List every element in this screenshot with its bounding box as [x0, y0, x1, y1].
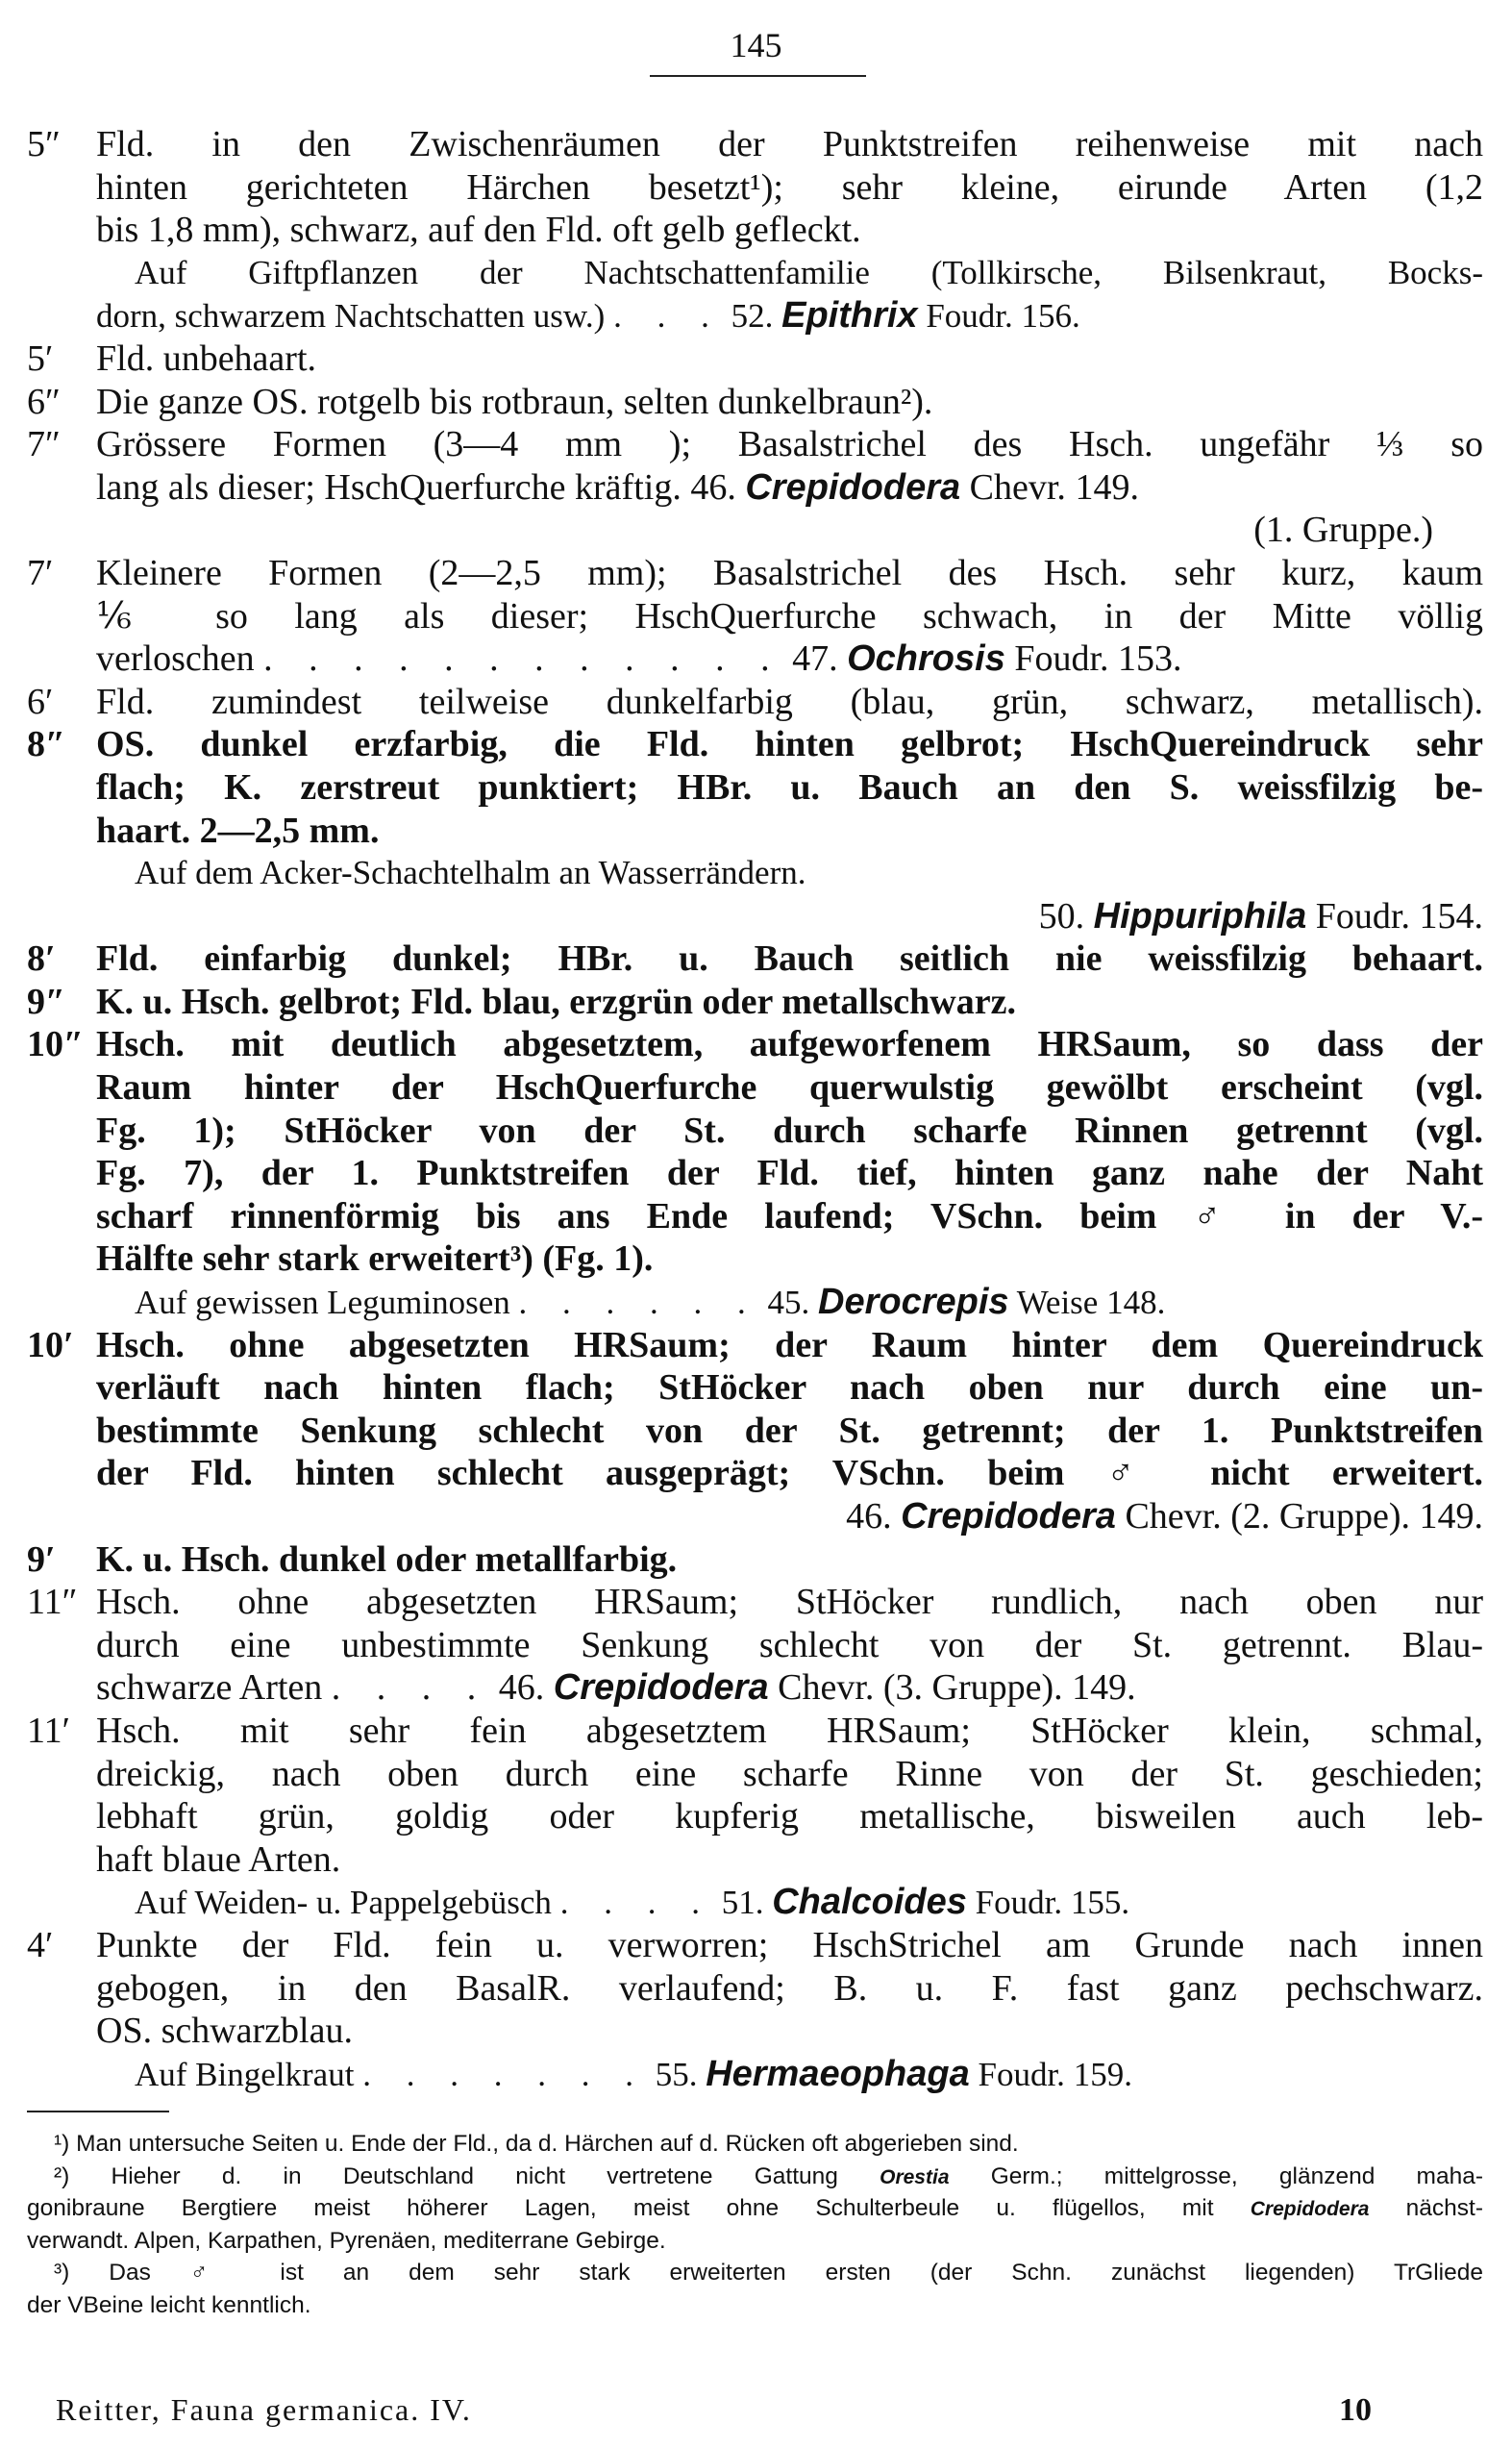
key-line: bis 1,8 mm), schwarz, auf den Fld. oft gelb gefleckt. [96, 210, 861, 251]
footnote-line: verwandt. Alpen, Karpathen, Pyrenäen, mediterrane Gebirge. [27, 2227, 666, 2254]
genus-name: Ochrosis [847, 638, 1005, 680]
genus-name: Chalcoides [772, 1882, 967, 1923]
key-line: 9″ K. u. Hsch. gelbrot; Fld. blau, erzgrün oder metallschwarz. [27, 981, 1016, 1022]
host-line: Auf gewissen Leguminosen . . . . . . 45. Derocrepis Weise 148. [135, 1282, 1166, 1323]
genus-name: Epithrix [781, 295, 918, 337]
key-line: 4′ Punkte der Fld. fein u. verworren; HschStrichel am Grunde nach innen [27, 1924, 1483, 1965]
page-footer [27, 2392, 1483, 2431]
host-line: Auf dem Acker-Schachtelhalm an Wasserrändern. [135, 854, 806, 892]
key-line: 7′ Kleinere Formen (2—2,5 mm); Basalstrichel des Hsch. sehr kurz, kaum [27, 552, 1483, 593]
footnote-line: ³) Das ♂ ist an dem sehr stark erweiterten ersten (der Schn. zunächst liegenden) TrGliede [54, 2260, 1483, 2286]
genus-name: Crepidodera [745, 466, 961, 508]
genus-name: Hippuriphila [1093, 895, 1307, 937]
footnote-line: ²) Hieher d. in Deutschland nicht vertretene Gattung Orestia Germ.; mittelgrosse, glänzend maha- [54, 2162, 1483, 2189]
key-line: bestimmte Senkung schlecht von der St. getrennt; der 1. Punktstreifen [96, 1410, 1483, 1451]
key-line: lang als dieser; HschQuerfurche kräftig. 46. Crepidodera Chevr. 149. [96, 466, 1139, 508]
key-line: (1. Gruppe.) [1253, 510, 1433, 551]
key-line: 10′ Hsch. ohne abgesetzten HRSaum; der Raum hinter dem Quereindruck [27, 1324, 1483, 1365]
footnotes [27, 2128, 1483, 2321]
key-line: dreickig, nach oben durch eine scharfe Rinne von der St. geschieden; [96, 1753, 1483, 1794]
key-line: 6″ Die ganze OS. rotgelb bis rotbraun, selten dunkelbraun²). [27, 381, 933, 422]
host-line: Auf Weiden- u. Pappelgebüsch . . . . 51. Chalcoides Foudr. 155. [135, 1882, 1130, 1923]
key-line: lebhaft grün, goldig oder kupferig metallische, bisweilen auch leb- [96, 1796, 1483, 1837]
key-line: verläuft nach hinten flach; StHöcker nach oben nur durch eine un- [96, 1367, 1483, 1409]
key-line: OS. schwarzblau. [96, 2011, 353, 2052]
footnote-line: gonibraune Bergtiere meist höherer Lagen, meist ohne Schulterbeule u. flügellos, mit Crepidodera nächst- [27, 2195, 1483, 2221]
key-line: 10″ Hsch. mit deutlich abgesetztem, aufgeworfenem HRSaum, so dass der [27, 1024, 1483, 1065]
key-line: haft blaue Arten. [96, 1838, 341, 1880]
key-line: 5′ Fld. unbehaart. [27, 337, 317, 379]
host-line: dorn, schwarzem Nachtschatten usw.) . . . 52. Epithrix Foudr. 156. [96, 295, 1080, 337]
key-line: 6′ Fld. zumindest teilweise dunkelfarbig (blau, grün, schwarz, metallisch). [27, 681, 1483, 722]
key-line: Hälfte sehr stark erweitert³) (Fg. 1). [96, 1238, 654, 1280]
key-line: 50. Hippuriphila Foudr. 154. [1038, 895, 1483, 937]
footer-citation: Reitter, Fauna germanica. IV. [56, 2392, 472, 2427]
genus-name: Orestia [880, 2165, 950, 2188]
key-line: hinten gerichteten Härchen besetzt¹); sehr kleine, eirunde Arten (1,2 [96, 166, 1483, 208]
genus-name: Crepidodera [901, 1496, 1116, 1537]
key-line: Fg. 1); StHöcker von der St. durch scharfe Rinnen getrennt (vgl. [96, 1110, 1483, 1151]
host-line: Auf Bingelkraut . . . . . . . 55. Hermaeophaga Foudr. 159. [135, 2053, 1132, 2094]
key-line: 8″ OS. dunkel erzfarbig, die Fld. hinten gelbrot; HschQuereindruck sehr [27, 724, 1483, 765]
footnote-line: ¹) Man untersuche Seiten u. Ende der Fld., da d. Härchen auf d. Rücken oft abgerieben sind. [54, 2131, 1019, 2157]
genus-name: Crepidodera [553, 1667, 769, 1709]
key-line: durch eine unbestimmte Senkung schlecht von der St. getrennt. Blau- [96, 1624, 1483, 1665]
key-line: scharf rinnenförmig bis ans Ende laufend; VSchn. beim ♂ in der V.- [96, 1195, 1483, 1237]
key-line: gebogen, in den BasalR. verlaufend; B. u. F. fast ganz pechschwarz. [96, 1967, 1483, 2009]
key-line: 11″ Hsch. ohne abgesetzten HRSaum; StHöcker rundlich, nach oben nur [27, 1582, 1483, 1623]
key-line: flach; K. zerstreut punktiert; HBr. u. Bauch an den S. weissfilzig be- [96, 766, 1483, 808]
key-line: 11′ Hsch. mit sehr fein abgesetztem HRSaum; StHöcker klein, schmal, [27, 1710, 1483, 1751]
signature-mark: 10 [1339, 2392, 1372, 2428]
key-line: der Fld. hinten schlecht ausgeprägt; VSchn. beim ♂ nicht erweitert. [96, 1453, 1483, 1494]
key-line: Fg. 7), der 1. Punktstreifen der Fld. tief, hinten ganz nahe der Naht [96, 1153, 1483, 1194]
key-line: 46. Crepidodera Chevr. (2. Gruppe). 149. [846, 1496, 1483, 1537]
page-number: 145 [730, 26, 782, 64]
key-line: 8′ Fld. einfarbig dunkel; HBr. u. Bauch seitlich nie weissfilzig behaart. [27, 938, 1483, 980]
genus-name: Hermaeophaga [706, 2053, 970, 2094]
key-line: ⅙ so lang als dieser; HschQuerfurche schwach, in der Mitte völlig [96, 595, 1483, 637]
key-line: verloschen . . . . . . . . . . . . 47. Ochrosis Foudr. 153. [96, 638, 1182, 680]
key-line: Raum hinter der HschQuerfurche querwulstig gewölbt erscheint (vgl. [96, 1067, 1483, 1109]
genus-name: Derocrepis [818, 1282, 1009, 1323]
key-line: 5″ Fld. in den Zwischenräumen der Punktstreifen reihenweise mit nach [27, 124, 1483, 164]
footnote-rule [27, 2111, 169, 2112]
footnote-line: der VBeine leicht kenntlich. [27, 2291, 311, 2318]
host-line: Auf Giftpflanzen der Nachtschattenfamilie (Tollkirsche, Bilsenkraut, Bocks- [135, 253, 1483, 291]
key-line: haart. 2—2,5 mm. [96, 810, 380, 851]
key-line: schwarze Arten . . . . 46. Crepidodera Chevr. (3. Gruppe). 149. [96, 1667, 1136, 1709]
genus-name: Crepidodera [1250, 2198, 1370, 2220]
key-line: 9′ K. u. Hsch. dunkel oder metallfarbig. [27, 1538, 678, 1580]
header-rule [650, 75, 866, 77]
key-body [27, 123, 1483, 2095]
key-line: 7″ Grössere Formen (3—4 mm ); Basalstrichel des Hsch. ungefähr ⅓ so [27, 424, 1483, 465]
